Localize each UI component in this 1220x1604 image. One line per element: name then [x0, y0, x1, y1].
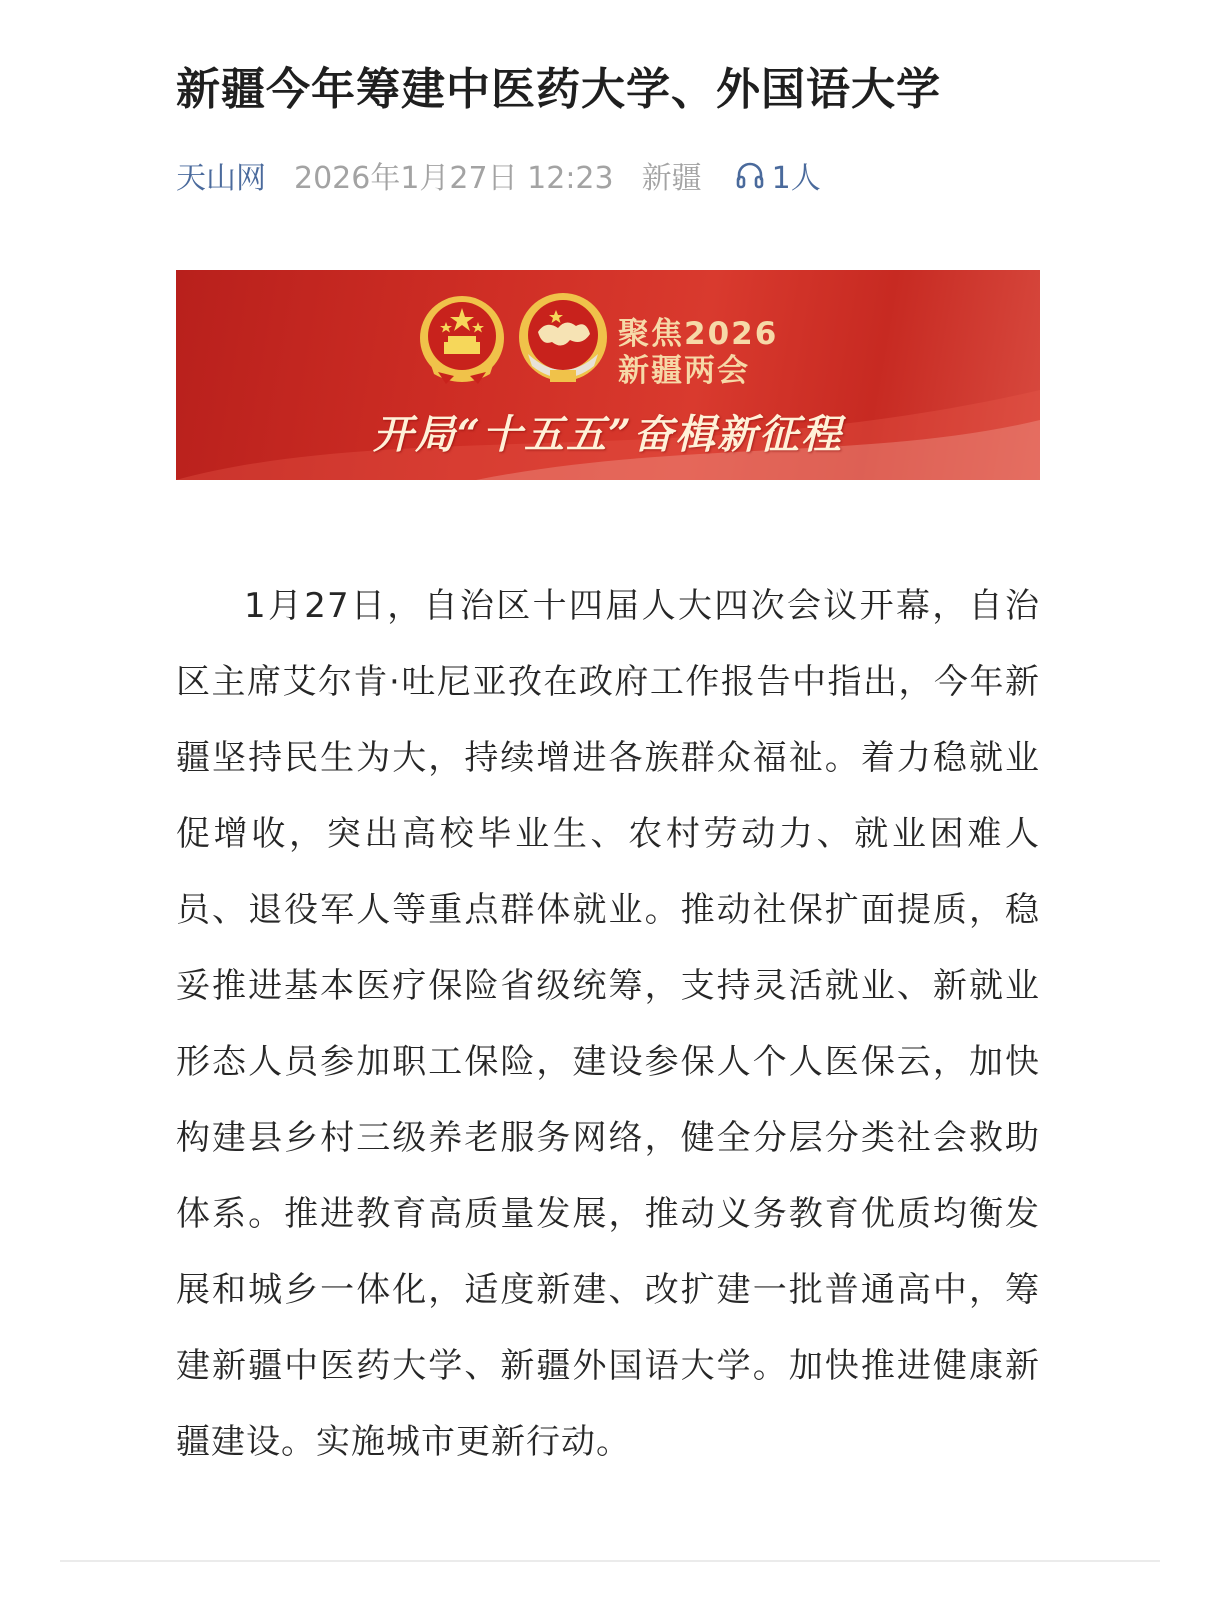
banner-title-line1: 聚焦2026 [618, 316, 779, 352]
region-label: 新疆 [641, 161, 702, 196]
bottom-divider [60, 1560, 1160, 1562]
article-meta [176, 150, 821, 200]
national-emblem-icon [416, 292, 508, 388]
two-sessions-banner [176, 270, 1040, 480]
headphones-icon [734, 159, 766, 191]
article-title: 新疆今年筹建中医药大学、外国语大学 [176, 64, 941, 115]
listen-button[interactable] [734, 153, 821, 197]
cppcc-emblem-icon [516, 290, 610, 388]
publish-time: 2026年1月27日 12:23 [294, 161, 614, 196]
article-paragraph: 1月27日，自治区十四届人大四次会议开幕，自治区主席艾尔肯·吐尼亚孜在政府工作报告中指出，今年新疆坚持民生为大，持续增进各族群众福祉。着力稳就业促增收，突出高校毕业生、农村劳动力、就业困难人员、退役军人等重点群体就业。推动社保扩面提质，稳妥推进基本医疗保险省级统筹，支持灵活就业、新就业形态人员参加职工保险，建设参保人个人医保云，加快构建县乡村三级养老服务网络，健全分层分类社会救助体系。推进教育高质量发展，推动义务教育优质均衡发展和城乡一体化，适度新建、改扩建一批普通高中，筹建新疆中医药大学、新疆外国语大学。加快推进健康新疆建设。实施城市更新行动。 [176, 586, 1040, 1462]
source-link[interactable]: 天山网 [176, 161, 266, 196]
listener-count: 1人 [771, 161, 821, 196]
banner-slogan: 开局“十五五”奋楫新征程 [372, 411, 843, 458]
banner-title-line2: 新疆两会 [618, 353, 750, 389]
